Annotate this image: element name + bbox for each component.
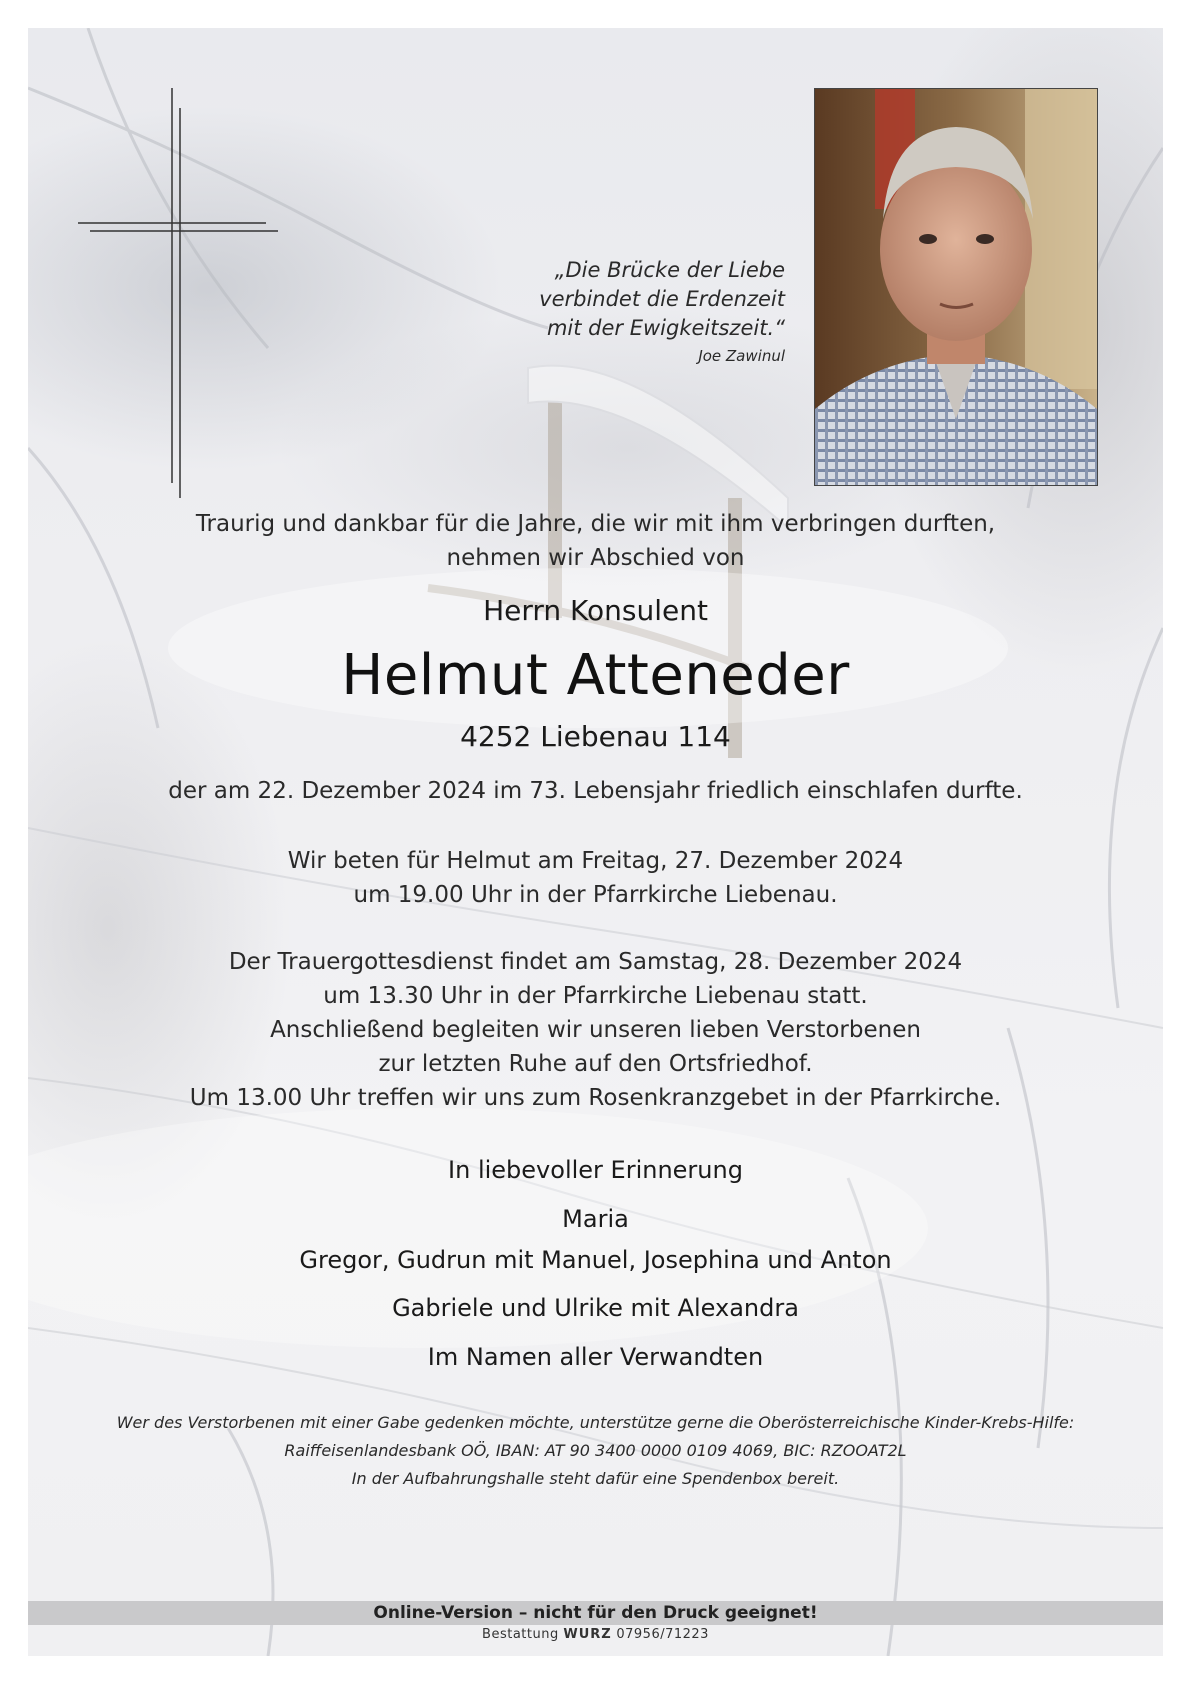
undertaker-phone: 07956/71223 <box>616 1627 709 1642</box>
undertaker-prefix: Bestattung <box>482 1627 559 1642</box>
quote-line: „Die Brücke der Liebe <box>554 258 785 282</box>
quote-block <box>539 256 785 369</box>
parte-card <box>28 28 1163 1656</box>
deceased-title: Herrn Konsulent <box>483 594 708 627</box>
donation-line: In der Aufbahrungshalle steht dafür eine Spendenbox bereit. <box>351 1469 840 1488</box>
prayer-line: um 19.00 Uhr in der Pfarrkirche Liebenau. <box>353 882 838 908</box>
service-line: Um 13.00 Uhr treffen wir uns zum Rosenkranzgebet in der Pfarrkirche. <box>189 1085 1002 1111</box>
cross-icon <box>78 88 288 498</box>
undertaker-line <box>28 1627 1163 1642</box>
donation-line: Wer des Verstorbenen mit einer Gabe gedenken möchte, unterstütze gerne die Oberösterreichische Kinder-Krebs-Hilfe: <box>116 1413 1075 1432</box>
signature-line: Maria <box>562 1205 629 1233</box>
service-line: zur letzten Ruhe auf den Ortsfriedhof. <box>378 1051 813 1077</box>
portrait-photo <box>814 88 1098 486</box>
signature-heading: In liebevoller Erinnerung <box>448 1156 743 1184</box>
signature-line: Gregor, Gudrun mit Manuel, Josephina und Anton <box>299 1246 892 1274</box>
online-version-notice: Online-Version – nicht für den Druck geeignet! <box>28 1601 1163 1625</box>
quote-line: mit der Ewigkeitszeit.“ <box>546 316 785 340</box>
deceased-address: 4252 Liebenau 114 <box>460 720 731 753</box>
service-line: um 13.30 Uhr in der Pfarrkirche Liebenau statt. <box>323 983 868 1009</box>
deceased-name: Helmut Atteneder <box>341 643 850 708</box>
signature-line: Im Namen aller Verwandten <box>427 1343 764 1371</box>
signature-line: Gabriele und Ulrike mit Alexandra <box>392 1294 799 1322</box>
donation-line: Raiffeisenlandesbank OÖ, IBAN: AT 90 3400 0000 0109 4069, BIC: RZOOAT2L <box>284 1441 907 1460</box>
service-line: Der Trauergottesdienst findet am Samstag, 28. Dezember 2024 <box>228 949 963 975</box>
prayer-line: Wir beten für Helmut am Freitag, 27. Dezember 2024 <box>287 848 904 874</box>
quote-author: Joe Zawinul <box>698 347 785 365</box>
quote-line: verbindet die Erdenzeit <box>539 287 785 311</box>
death-line: der am 22. Dezember 2024 im 73. Lebensjahr friedlich einschlafen durfte. <box>168 778 1023 804</box>
undertaker-brand: WURZ <box>563 1627 612 1642</box>
intro-line: Traurig und dankbar für die Jahre, die wir mit ihm verbringen durften, <box>195 511 996 537</box>
intro-line: nehmen wir Abschied von <box>446 545 745 571</box>
service-line: Anschließend begleiten wir unseren lieben Verstorbenen <box>270 1017 921 1043</box>
